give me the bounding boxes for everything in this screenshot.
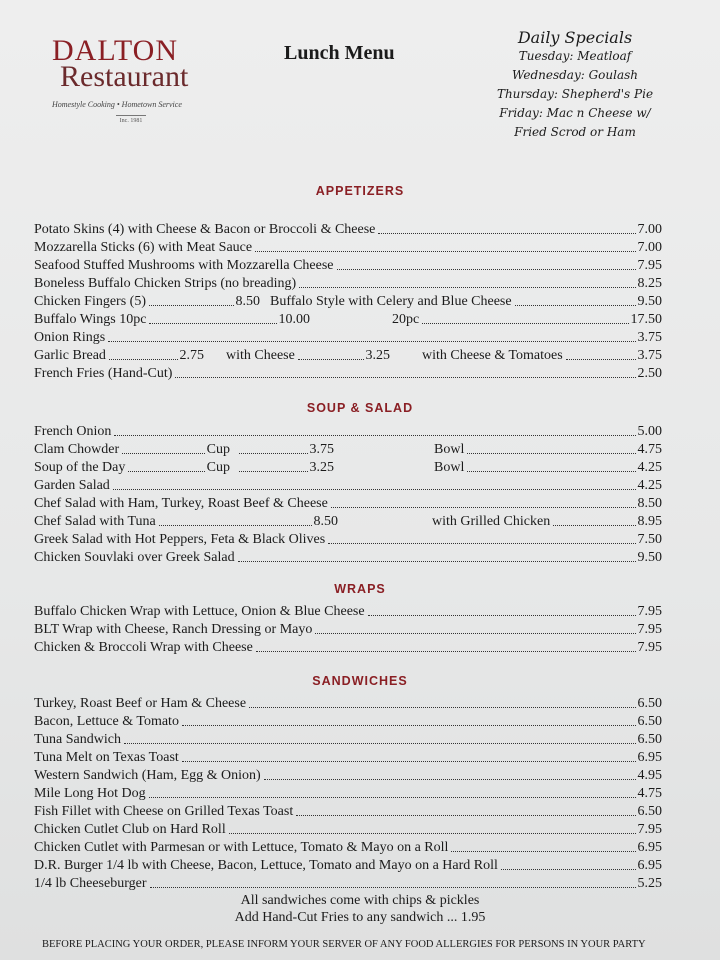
item-price: 6.50 <box>637 732 662 747</box>
section-heading-sandwiches: SANDWICHES <box>312 674 408 688</box>
item-price: 8.50 <box>235 294 260 309</box>
menu-item <box>34 714 662 730</box>
menu-item <box>34 478 662 494</box>
item-variant: 20pc <box>392 312 420 327</box>
item-name: Greek Salad with Hot Peppers, Feta & Black Olives <box>34 532 326 547</box>
item-name: Chef Salad with Ham, Turkey, Roast Beef & Cheese <box>34 496 328 511</box>
logo-tagline: Homestyle Cooking • Hometown Service <box>52 100 182 109</box>
page-title: Lunch Menu <box>284 42 395 64</box>
item-price: 5.25 <box>637 876 662 891</box>
menu-item <box>34 786 662 802</box>
item-price: 8.95 <box>637 514 662 529</box>
item-name: Clam Chowder <box>34 442 120 457</box>
item-price: 6.95 <box>637 840 662 855</box>
item-price: 6.95 <box>637 858 662 873</box>
item-price: 6.95 <box>637 750 662 765</box>
item-price: 17.50 <box>630 312 662 327</box>
logo-line2: Restaurant <box>60 60 189 93</box>
item-variant: with Cheese <box>226 348 295 363</box>
logo-line1: DALTON <box>52 34 179 67</box>
item-name: Chicken Cutlet Club on Hard Roll <box>34 822 226 837</box>
item-name: Turkey, Roast Beef or Ham & Cheese <box>34 696 247 711</box>
menu-item <box>34 768 662 784</box>
fries-note: Add Hand-Cut Fries to any sandwich ... 1.95 <box>234 910 486 925</box>
item-name: Chicken Souvlaki over Greek Salad <box>34 550 235 565</box>
item-name: Chicken Cutlet with Parmesan or with Lettuce, Tomato & Mayo on a Roll <box>34 840 449 855</box>
specials-heading: Daily Specials <box>517 28 633 47</box>
specials-line: Thursday: Shepherd's Pie <box>496 87 654 101</box>
cup-price: 3.25 <box>309 460 334 475</box>
item-price: 9.50 <box>637 294 662 309</box>
menu-item <box>34 822 662 838</box>
item-name: Mile Long Hot Dog <box>34 786 146 801</box>
item-name: Chicken Fingers (5) <box>34 294 146 309</box>
item-price: 7.00 <box>637 222 662 237</box>
item-name: French Onion <box>34 424 112 439</box>
menu-item <box>34 532 662 548</box>
item-price: 7.95 <box>637 258 662 273</box>
item-price: 3.25 <box>365 348 390 363</box>
item-price: 7.95 <box>637 622 662 637</box>
sandwich-note: All sandwiches come with chips & pickles <box>240 893 480 908</box>
menu-item <box>34 222 662 238</box>
menu-item <box>34 276 662 292</box>
item-price: 9.50 <box>637 550 662 565</box>
item-price: 8.50 <box>637 496 662 511</box>
item-price: 4.75 <box>637 786 662 801</box>
item-name: Tuna Melt on Texas Toast <box>34 750 179 765</box>
menu-item <box>34 804 662 820</box>
menu-item <box>34 240 662 256</box>
specials-line: Tuesday: Meatloaf <box>518 49 632 63</box>
menu-item <box>34 550 662 566</box>
item-price: 6.50 <box>637 696 662 711</box>
item-price: 7.50 <box>637 532 662 547</box>
item-price: 6.50 <box>637 804 662 819</box>
menu-item <box>34 622 662 638</box>
allergy-notice: BEFORE PLACING YOUR ORDER, PLEASE INFORM YOUR SERVER OF ANY FOOD ALLERGIES FOR PERSONS IN YOUR PARTY <box>42 939 646 950</box>
item-name: Garlic Bread <box>34 348 106 363</box>
section-heading-appetizers: APPETIZERS <box>315 184 405 198</box>
logo-established: Inc. 1981 <box>116 115 146 124</box>
cup-label: Cup <box>206 460 230 475</box>
menu-item <box>34 496 662 512</box>
item-name: Western Sandwich (Ham, Egg & Onion) <box>34 768 261 783</box>
menu-item <box>34 330 662 346</box>
menu-item <box>34 840 662 856</box>
restaurant-logo <box>52 34 222 124</box>
bowl-label: Bowl <box>434 442 465 457</box>
item-name: French Fries (Hand-Cut) <box>34 366 173 381</box>
item-price: 3.75 <box>637 348 662 363</box>
item-price: 7.00 <box>637 240 662 255</box>
item-name: Fish Fillet with Cheese on Grilled Texas Toast <box>34 804 294 819</box>
item-name: Chef Salad with Tuna <box>34 514 156 529</box>
item-name: Buffalo Wings 10pc <box>34 312 147 327</box>
menu-item <box>34 640 662 656</box>
item-price: 4.25 <box>637 478 662 493</box>
item-price: 2.50 <box>637 366 662 381</box>
item-price: 8.50 <box>313 514 338 529</box>
menu-item <box>34 258 662 274</box>
item-price: 7.95 <box>637 822 662 837</box>
menu-item <box>34 732 662 748</box>
cup-label: Cup <box>206 442 230 457</box>
menu-item <box>34 750 662 766</box>
item-name: Mozzarella Sticks (6) with Meat Sauce <box>34 240 253 255</box>
item-price: 7.95 <box>637 640 662 655</box>
menu-item <box>34 424 662 440</box>
daily-specials <box>470 28 680 142</box>
section-heading-wraps: WRAPS <box>334 582 386 596</box>
item-name: Onion Rings <box>34 330 106 345</box>
item-name: Bacon, Lettuce & Tomato <box>34 714 179 729</box>
item-name: Tuna Sandwich <box>34 732 121 747</box>
specials-line: Wednesday: Goulash <box>511 68 639 82</box>
item-name: Boneless Buffalo Chicken Strips (no breading) <box>34 276 297 291</box>
item-name: Buffalo Chicken Wrap with Lettuce, Onion & Blue Cheese <box>34 604 365 619</box>
menu-item <box>34 366 662 382</box>
item-price: 5.00 <box>637 424 662 439</box>
bowl-price: 4.75 <box>637 442 662 457</box>
menu-item <box>34 876 662 892</box>
item-price: 10.00 <box>278 312 310 327</box>
item-price: 3.75 <box>637 330 662 345</box>
item-price: 4.95 <box>637 768 662 783</box>
item-variant: Buffalo Style with Celery and Blue Cheese <box>270 294 512 309</box>
specials-line: Friday: Mac n Cheese w/ <box>499 106 651 120</box>
item-variant: with Grilled Chicken <box>432 514 551 529</box>
bowl-price: 4.25 <box>637 460 662 475</box>
item-name: BLT Wrap with Cheese, Ranch Dressing or Mayo <box>34 622 313 637</box>
cup-price: 3.75 <box>309 442 334 457</box>
menu-item <box>34 696 662 712</box>
item-name: Soup of the Day <box>34 460 126 475</box>
bowl-label: Bowl <box>434 460 465 475</box>
item-price: 7.95 <box>637 604 662 619</box>
item-price: 2.75 <box>179 348 204 363</box>
item-name: Chicken & Broccoli Wrap with Cheese <box>34 640 253 655</box>
section-heading-soup-salad: SOUP & SALAD <box>306 401 414 415</box>
menu-item <box>34 858 662 874</box>
specials-line: Fried Scrod or Ham <box>514 125 636 139</box>
item-name: Potato Skins (4) with Cheese & Bacon or Broccoli & Cheese <box>34 222 376 237</box>
item-name: 1/4 lb Cheeseburger <box>34 876 147 891</box>
item-price: 8.25 <box>637 276 662 291</box>
item-name: Garden Salad <box>34 478 110 493</box>
item-name: D.R. Burger 1/4 lb with Cheese, Bacon, Lettuce, Tomato and Mayo on a Hard Roll <box>34 858 498 873</box>
item-price: 6.50 <box>637 714 662 729</box>
item-variant: with Cheese & Tomatoes <box>422 348 563 363</box>
menu-item <box>34 604 662 620</box>
item-name: Seafood Stuffed Mushrooms with Mozzarella Cheese <box>34 258 334 273</box>
